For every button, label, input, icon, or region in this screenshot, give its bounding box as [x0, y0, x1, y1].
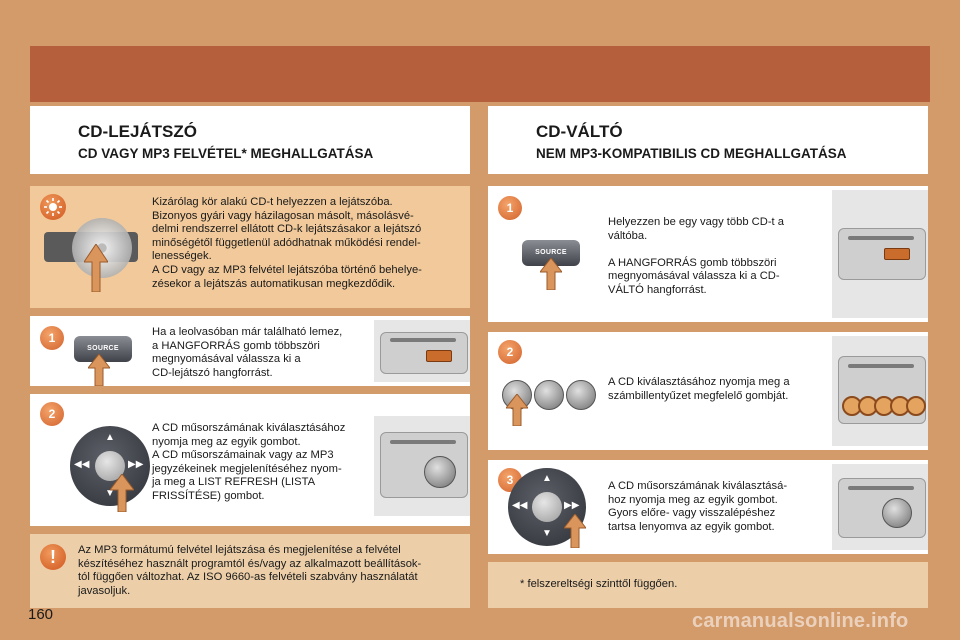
cd-slot [848, 364, 914, 368]
left-step2-text: A CD műsorszámának kiválasztásához nyomja meg az egyik gombot. A CD műsorszámainak vagy az MP3 jegyzékeinek megjelenítéséhez nyom- ja meg a LIST REFRESH (LISTA FRISSÍTÉSE) gombot. [152, 422, 346, 502]
right-title-box [488, 106, 928, 174]
control-knob-icon [424, 456, 456, 488]
right-step2-panel [488, 332, 928, 450]
right-section-title: CD-VÁLTÓ [536, 122, 623, 141]
radio-thumbnail [832, 336, 928, 446]
right-step3-panel [488, 460, 928, 554]
right-step3-text: A CD műsorszámának kiválasztásá- hoz nyomja meg az egyik gombot. Gyors előre- vagy visszalépéshez tartsa lenyomva az egyik gombot. [608, 480, 788, 533]
pointer-arrow-icon [88, 354, 110, 386]
step-number-badge: 1 [40, 326, 64, 350]
arrow-up-icon: ▲ [542, 473, 552, 484]
number-key-highlight [906, 396, 926, 416]
left-step1-text: Ha a leolvasóban már található lemez, a HANGFORRÁS gomb többszöri megnyomásával válassza ki a CD-lejátszó hangforrást. [152, 326, 343, 379]
source-key-highlight [884, 248, 910, 260]
pad-center [532, 492, 562, 522]
radio-thumbnail [374, 416, 470, 516]
arrow-right-icon: ▶▶ [564, 500, 580, 511]
cd-slot [848, 236, 914, 240]
source-button[interactable]: SOURCE [74, 336, 132, 362]
source-key-highlight [426, 350, 452, 362]
radio-thumbnail [832, 464, 928, 550]
pointer-arrow-icon [84, 244, 108, 292]
warning-icon: ! [40, 544, 66, 570]
arrow-down-icon: ▼ [105, 488, 115, 499]
arrow-up-icon: ▲ [105, 432, 115, 443]
cd-player-image [44, 224, 140, 284]
right-section-subtitle: NEM MP3-KOMPATIBILIS CD MEGHALLGATÁSA [536, 146, 847, 161]
right-step1-text: Helyezzen be egy vagy több CD-t a váltóba. A HANGFORRÁS gomb többszöri megnyomásával válassza ki a CD- VÁLTÓ hangforrást. [608, 216, 784, 296]
number-key-icon[interactable] [534, 380, 564, 410]
watermark-text: carmanualsonline.info [692, 610, 909, 632]
footnote-text: * felszereltségi szinttől függően. [520, 578, 678, 590]
arrow-left-icon: ◀◀ [74, 459, 90, 470]
right-step2-text: A CD kiválasztásához nyomja meg a számbillentyűzet megfelelő gombját. [608, 376, 790, 402]
radio-thumbnail [374, 320, 470, 382]
left-section-title: CD-LEJÁTSZÓ [78, 122, 197, 141]
cd-slot [390, 338, 456, 342]
left-step1-panel [30, 316, 470, 386]
right-step1-panel [488, 186, 928, 322]
arrow-left-icon: ◀◀ [512, 500, 528, 511]
step-number-badge: 2 [498, 340, 522, 364]
step-number-badge: 2 [40, 402, 64, 426]
cd-slot [848, 486, 914, 490]
page-number: 160 [28, 606, 54, 623]
warning-panel [30, 534, 470, 608]
number-key-icon[interactable] [566, 380, 596, 410]
header-band [30, 46, 930, 102]
step-number-badge: 3 [498, 468, 522, 492]
left-info-panel [30, 186, 470, 308]
source-button[interactable]: SOURCE [522, 240, 580, 266]
footnote-panel [488, 562, 928, 608]
left-info-text: Kizárólag kör alakú CD-t helyezzen a lejátszóba. Bizonyos gyári vagy házilagosan másolt, másolásvé- delmi rendszerrel ellátott CD-k lejátszásakor a lejátszó minőségétől függetlenül adódhatnak működési rendel- lenességek. A CD vagy az MP3 felvétel lejátszóba történő behelye- zésekor a lejátszás automatikusan megkezdődik. [152, 196, 422, 290]
pointer-arrow-icon [564, 514, 586, 548]
pointer-arrow-icon [506, 394, 528, 426]
left-step2-panel [30, 394, 470, 526]
sun-icon [40, 194, 66, 220]
left-title-box [30, 106, 470, 174]
control-knob-icon [882, 498, 912, 528]
left-section-subtitle: CD VAGY MP3 FELVÉTEL* MEGHALLGATÁSA [78, 146, 374, 161]
arrow-down-icon: ▼ [542, 528, 552, 539]
pointer-arrow-icon [110, 474, 134, 512]
pointer-arrow-icon [540, 258, 562, 290]
cd-slot [390, 440, 456, 444]
step-number-badge: 1 [498, 196, 522, 220]
warning-text: Az MP3 formátumú felvétel lejátszása és megjelenítése a felvétel készítéséhez használt programtól és/vagy az alkalmazott beállítások- tól függően változhat. Az ISO 9660-as felvételi szabvány használatát javasoljuk. [78, 544, 422, 597]
arrow-right-icon: ▶▶ [128, 459, 144, 470]
radio-thumbnail [832, 190, 928, 318]
